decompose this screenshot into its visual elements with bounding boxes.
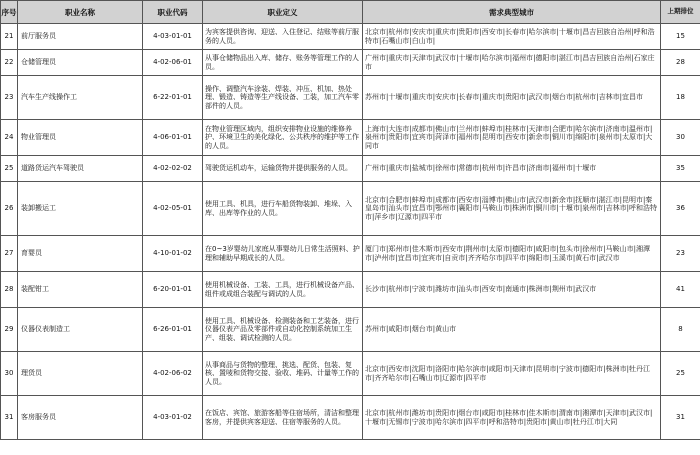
row-definition: 在0~3岁婴幼儿家庭从事婴幼儿日常生活照料、护理和辅助早期成长的人员。 [203,236,363,272]
table-row [1,24,700,50]
row-prev-rank: 15 [661,24,700,50]
row-code: 4-10-01-02 [143,236,203,272]
row-definition: 使用工具、机械设备、检测装备和工艺装备，进行仪器仪表产品及零部件或自动化控制系统加工生产、组装、调试检测的人员。 [203,308,363,352]
row-name: 仓储管理员 [18,50,143,76]
row-definition: 在饭店、宾馆、旅游客船等住宿场所，清洁和整理客房，并提供宾客迎送、住宿等服务的人员。 [203,396,363,440]
row-code: 4-02-05-01 [143,182,203,236]
header-name: 职业名称 [18,1,143,24]
header-code: 职业代码 [143,1,203,24]
row-no: 31 [1,396,18,440]
row-prev-rank: 30 [661,120,700,156]
row-prev-rank: 18 [661,76,700,120]
table-row [1,352,700,396]
row-cities: 广州市|重庆市|盐城市|徐州市|常德市|杭州市|许昌市|济南市|福州市|十堰市 [363,156,661,182]
row-code: 6-20-01-01 [143,272,203,308]
row-cities: 上海市|大连市|成都市|佛山市|兰州市|蚌埠市|桂林市|天津市|合肥市|哈尔滨市|济南市|温州市|泉州市|贵阳市|宜宾市|菏泽市|福州市|昆明市|西安市|新余市|铜川市|绵阳市|泉州市|太原市|大同市 [363,120,661,156]
row-definition: 为宾客提供咨询、迎送、入住登记、结账等前厅服务的人员。 [203,24,363,50]
row-cities: 北京市|西安市|沈阳市|洛阳市|哈尔滨市|咸阳市|天津市|昆明市|宁波市|德阳市|株洲市|牡丹江市|齐齐哈尔市|石嘴山市|辽源市|四平市 [363,352,661,396]
row-name: 前厅服务员 [18,24,143,50]
row-no: 28 [1,272,18,308]
header-no: 序号 [1,1,18,24]
row-code: 6-22-01-01 [143,76,203,120]
table-row [1,396,700,440]
row-code: 4-06-01-01 [143,120,203,156]
row-prev-rank: 25 [661,352,700,396]
row-name: 汽车生产线操作工 [18,76,143,120]
row-no: 21 [1,24,18,50]
row-name: 理货员 [18,352,143,396]
row-definition: 操作、调整汽车涂装、焊装、冲压、机加、热处理、锻造、铸造等生产线设备、工装，加工汽车零部件的人员。 [203,76,363,120]
table-row [1,120,700,156]
header-cities: 需求典型城市 [363,1,661,24]
header-prev-rank: 上期排位 [661,1,700,24]
row-code: 4-02-02-02 [143,156,203,182]
row-no: 22 [1,50,18,76]
row-prev-rank: 35 [661,156,700,182]
row-code: 4-03-01-01 [143,24,203,50]
row-no: 24 [1,120,18,156]
row-code: 4-03-01-02 [143,396,203,440]
row-code: 4-02-06-01 [143,50,203,76]
row-name: 物业管理员 [18,120,143,156]
row-name: 仪器仪表制造工 [18,308,143,352]
row-prev-rank: 41 [661,272,700,308]
table-row [1,156,700,182]
row-definition: 从事商品与货物的整理、挑选、配货、包装、复核、置唛和货物交接、验收、堆码、计量等工作的人员。 [203,352,363,396]
table-row [1,308,700,352]
row-name: 装卸搬运工 [18,182,143,236]
table-row [1,50,700,76]
table-row [1,272,700,308]
row-cities: 广州市|重庆市|天津市|武汉市|十堰市|哈尔滨市|福州市|德阳市|湛江市|昌吉回族自治州|石家庄市 [363,50,661,76]
row-definition: 使用工具、机具，进行车船货物装卸、堆垛、入库、出库等作业的人员。 [203,182,363,236]
row-prev-rank: 28 [661,50,700,76]
row-no: 29 [1,308,18,352]
row-cities: 厦门市|郑州市|佳木斯市|西安市|荆州市|太原市|德阳市|咸阳市|包头市|徐州市|马鞍山市|湘潭市|泸州市|宜昌市|宜宾市|自贡市|齐齐哈尔市|四平市|绵阳市|玉溪市|黄石市|武汉市 [363,236,661,272]
row-no: 25 [1,156,18,182]
row-name: 装配钳工 [18,272,143,308]
row-prev-rank: 36 [661,182,700,236]
row-no: 26 [1,182,18,236]
row-definition: 从事仓储物品出入库、储存、账务等管理工作的人员。 [203,50,363,76]
row-no: 27 [1,236,18,272]
row-prev-rank: 8 [661,308,700,352]
row-prev-rank: 31 [661,396,700,440]
table-row [1,236,700,272]
row-definition: 驾驶货运机动车，运输货物并提供服务的人员。 [203,156,363,182]
row-definition: 在物业管理区域内，组织安排物业设施的维修养护、环境卫生的美化绿化、公共秩序的维护等工作的人员。 [203,120,363,156]
row-cities: 北京市|杭州市|安庆市|重庆市|贵阳市|西安市|长春市|哈尔滨市|十堰市|昌吉回族自治州|呼和浩特市|石嘴山市|白山市| [363,24,661,50]
header-definition: 职业定义 [203,1,363,24]
row-code: 6-26-01-01 [143,308,203,352]
row-code: 4-02-06-02 [143,352,203,396]
table-row [1,76,700,120]
row-no: 30 [1,352,18,396]
row-cities: 苏州市|十堰市|重庆市|安庆市|长春市|重庆市|贵阳市|武汉市|烟台市|杭州市|吉林市|宜昌市 [363,76,661,120]
row-name: 客房服务员 [18,396,143,440]
row-name: 道路货运汽车驾驶员 [18,156,143,182]
row-cities: 长沙市|杭州市|宁波市|潍坊市|汕头市|西安市|南通市|株洲市|荆州市|武汉市 [363,272,661,308]
row-no: 23 [1,76,18,120]
table-header-row [1,1,700,24]
row-cities: 北京市|杭州市|潍坊市|贵阳市|烟台市|咸阳市|桂林市|佳木斯市|渭南市|湘潭市|天津市|武汉市|十堰市|无锡市|宁波市|哈尔滨市|四平市|呼和浩特市|贵阳市|黄山市|牡丹江市|大同 [363,396,661,440]
row-cities: 北京市|合肥市|蚌埠市|成都市|西安市|淄博市|佛山市|武汉市|新余市|抚顺市|湛江市|昆明市|秦皇岛市|汕头市|宜昌市|鄂州市|襄阳市|马鞍山市|株洲市|铜川市|十堰市|泉州市|吉林市|呼和浩特市|萍乡市|辽源市|四平市 [363,182,661,236]
row-name: 育婴员 [18,236,143,272]
table-row [1,182,700,236]
row-definition: 使用机械设备、工装、工具，进行机械设备产品、组件或成组合装配与调试的人员。 [203,272,363,308]
row-prev-rank: 23 [661,236,700,272]
row-cities: 苏州市|咸阳市|烟台市|黄山市 [363,308,661,352]
